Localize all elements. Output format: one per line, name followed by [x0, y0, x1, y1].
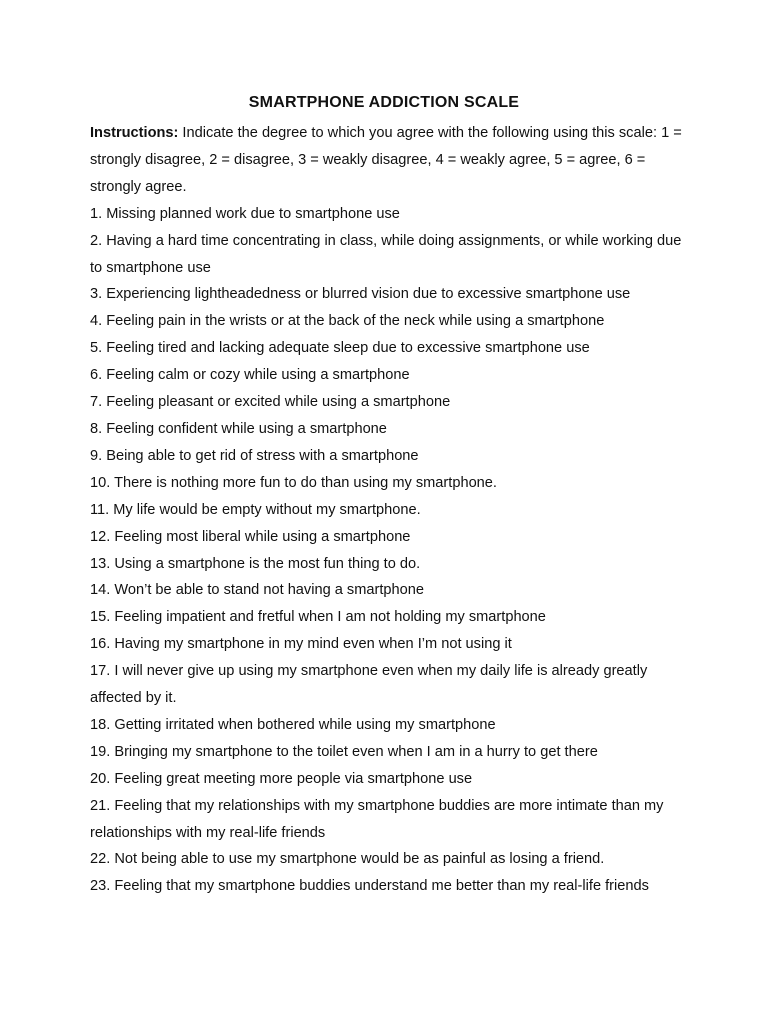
scale-items-list — [90, 201, 690, 901]
list-item: 16. Having my smartphone in my mind even when I’m not using it — [90, 636, 512, 653]
list-item: 21. Feeling that my relationships with my smartphone buddies are more intimate than my relationships with my real-life friends — [90, 797, 664, 841]
list-item: 1. Missing planned work due to smartphone use — [90, 205, 400, 222]
list-item: 7. Feeling pleasant or excited while using a smartphone — [90, 394, 451, 411]
list-item: 23. Feeling that my smartphone buddies understand me better than my real-life friends — [90, 878, 649, 895]
list-item: 13. Using a smartphone is the most fun thing to do. — [90, 555, 421, 572]
list-item: 22. Not being able to use my smartphone would be as painful as losing a friend. — [90, 851, 605, 868]
list-item: 12. Feeling most liberal while using a smartphone — [90, 528, 411, 545]
list-item: 3. Experiencing lightheadedness or blurred vision due to excessive smartphone use — [90, 286, 631, 303]
list-item: 20. Feeling great meeting more people via smartphone use — [90, 770, 473, 787]
instructions-label: Instructions: — [90, 125, 179, 141]
list-item: 18. Getting irritated when bothered while using my smartphone — [90, 716, 496, 733]
list-item: 2. Having a hard time concentrating in class, while doing assignments, or while working due to smartphone use — [90, 232, 682, 276]
list-item: 19. Bringing my smartphone to the toilet even when I am in a hurry to get there — [90, 743, 598, 760]
document-body — [90, 120, 690, 900]
list-item: 8. Feeling confident while using a smartphone — [90, 420, 387, 437]
list-item: 17. I will never give up using my smartphone even when my daily life is already greatly affected by it. — [90, 663, 648, 707]
list-item: 11. My life would be empty without my smartphone. — [90, 501, 421, 518]
instructions-paragraph — [90, 120, 690, 201]
list-item: 14. Won’t be able to stand not having a smartphone — [90, 582, 424, 599]
list-item: 6. Feeling calm or cozy while using a smartphone — [90, 367, 410, 384]
list-item: 5. Feeling tired and lacking adequate sleep due to excessive smartphone use — [90, 340, 590, 357]
list-item: 9. Being able to get rid of stress with a smartphone — [90, 447, 419, 464]
page-title: SMARTPHONE ADDICTION SCALE — [248, 94, 520, 111]
list-item: 10. There is nothing more fun to do than using my smartphone. — [90, 474, 497, 491]
list-item: 4. Feeling pain in the wrists or at the back of the neck while using a smartphone — [90, 313, 605, 330]
list-item: 15. Feeling impatient and fretful when I am not holding my smartphone — [90, 609, 546, 626]
instructions-text: Indicate the degree to which you agree with the following using this scale: 1 = strongly disagree, 2 = disagree, 3 = weakly disagree, 4 = weakly agree, 5 = agree, 6 = strongly agree. — [90, 125, 682, 195]
